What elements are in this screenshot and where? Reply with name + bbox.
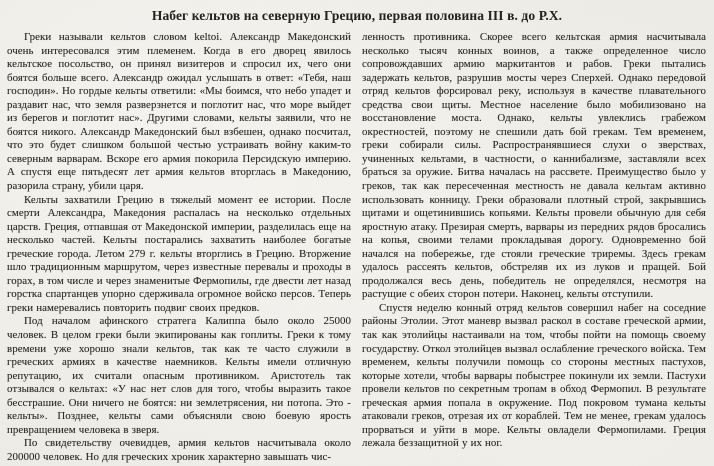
paragraph: Под началом афинского стратега Калиппа было около 25000 человек. В целом греки были экипированы как гоплиты. Греки к тому времени уже хорошо знали кельтов, так как те часто служили в греческих армиях в качестве наемников. Кельты имели отличную репутацию, их считали опасным противником. Аристотель так отзывался о кельтах: «У нас нет слов для того, чтобы выразить такое бесстрашие. Они ничего не боятся: ни землетрясения, ни потопа. Это - кельты». Позднее, кельты сами объясняли свою боевую ярость превращением человека в зверя. (7, 315, 351, 436)
page-title: Набег кельтов на северную Грецию, первая половина III в. до Р.Х. (151, 8, 563, 23)
paragraph: Спустя неделю конный отряд кельтов совершил набег на соседние районы Этолии. Этот маневр вызвал раскол в составе греческой армии, так как этолийцы настаивали на том, чтобы пойти на помощь своему государству. Откол этолийцев вызвал ослабление греческого войска. Тем временем, кельты получили помощь со стороны местных пастухов, которые хотели, чтобы варвары побыстрее покинули их земли. Пастухи провели кельтов по секретным тропам в обход Фермопил. В результате греческая армия попала в окружение. Под покровом тумана кельты атаковали греков, отрезая их от кораблей. Тем не менее, грекам удалось прорваться и уйти в море. Кельты овладели Фермопилами. Греция лежала беззащитной у их ног. (362, 301, 706, 450)
paragraph-continuation: ленность противника. Скорее всего кельтская армия насчитывала несколько тысяч конных воинов, а также определенное число сопровождавших армию маркитантов и рабов. Греки пытались задержать кельтов, разрушив мосты через Сперхей. Однако передовой отряд кельтов форсировал реку, используя в качестве плавательного средства свои щиты. Местное население было мобилизовано на восстановление моста. Однако, кельты увлеклись грабежом окрестностей, поэтому не спешили дать бой грекам. Тем временем, греки собирали силы. Распространявшиеся слухи о зверствах, учиненных кельтами, в частности, о каннибализме, заставляли всех браться за оружие. Битва началась на рассвете. Преимущество было у греков, так как пересеченная местность не давала кельтам активно использовать конницу. Греки образовали плотный строй, закрывшись щитами и ощетинившись копьями. Кельты провели обычную для себя яростную атаку. Презирая смерть, варвары из передних рядов бросались на копья, своими телами прокладывая дорогу. Одновременно бой начался на побережье, где стояли греческие триремы. Здесь грекам удалось рассеять кельтов, обстреляв их из луков и пращей. Бой продолжался весь день, победитель не определялся, несмотря на растущие с обеих сторон потери. Наконец, кельты отступили. (362, 31, 706, 301)
text-column-right (362, 31, 706, 465)
paragraph: По свидетельству очевидцев, армия кельтов насчитывала около 200000 человек. Но для греческих хроник характерно завышать чис- (7, 437, 351, 463)
text-columns (7, 31, 707, 465)
text-column-left (7, 31, 351, 465)
paragraph: Греки называли кельтов словом keltoi. Александр Македонский очень интересовался этим племенем. Когда в его дворец явилось кельтское посольство, он принял визитеров и спросил их, чего они боятся больше всего. Александр ожидал услышать в ответ: «Тебя, наш господин». Но гордые кельты ответили: «Мы боимся, что небо упадет и раздавит нас, что земля разверзнется и поглотит нас, что море выйдет из берегов и поглотит нас». Другими словами, кельты заявили, что не боятся никого. Александр Македонский был взбешен, однако посчитал, что это будет слишком большой честью устраивать войну каким-то северным варварам. Вскоре его армия покорила Персидскую империю. А спустя еще пятьдесят лет армия кельтов вторглась в Македонию, разорила страну, убили царя. (7, 31, 351, 193)
paragraph: Кельты захватили Грецию в тяжелый момент ее истории. После смерти Александра, Македония распалась на несколько отдельных царств. Греция, отпавшая от Македонской империи, разделилась еще на несколько частей. Кельты постарались захватить наиболее богатые греческие города. Летом 279 г. кельты вторглись в Грецию. Вторжение шло традиционным маршрутом, через известные перевалы и проходы в горах, в том числе и через знаменитые Фермопилы, где двести лет назад горстка спартанцев упорно сдерживала огромное войско персов. Теперь греки намеревались повторить подвиг своих предков. (7, 193, 351, 314)
